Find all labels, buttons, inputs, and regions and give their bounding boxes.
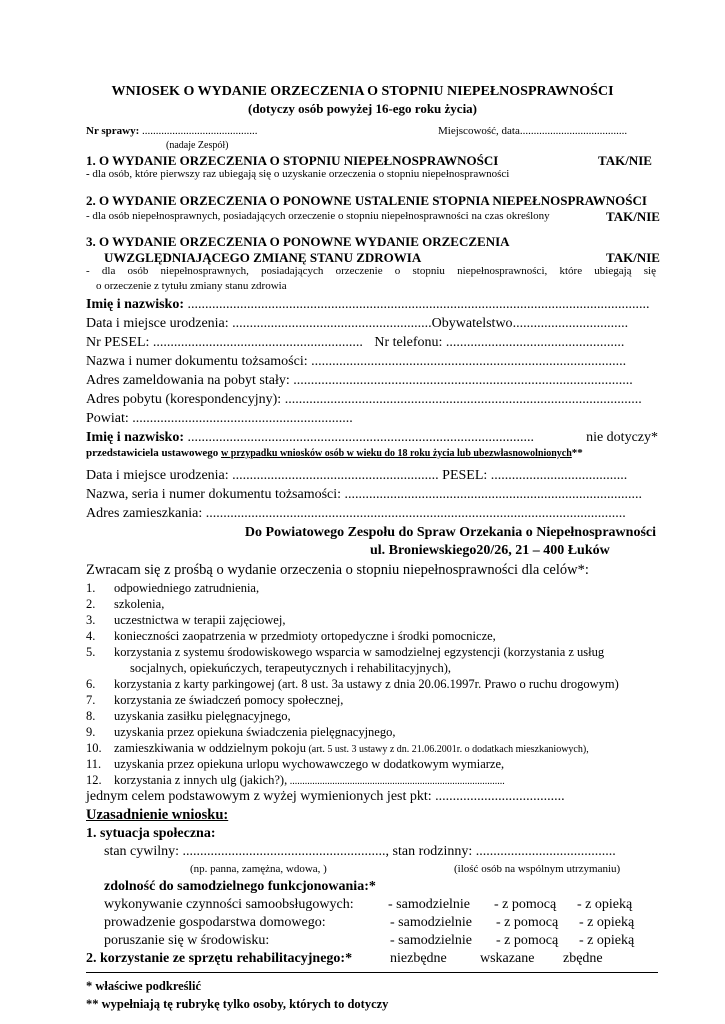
applicant-reg-address-label: Adres zameldowania na pobyt stały: [86, 373, 290, 388]
section-1-desc-text: dla osób, które pierwszy raz ubiegają się o uzyskanie orzeczenia o stopniu niepełnosprawności [89, 168, 510, 180]
purpose-item-8[interactable]: 8. uzyskania zasiłku pielęgnacyjnego, [86, 709, 291, 723]
representative-id-row [86, 488, 642, 502]
representative-stars: ** [571, 447, 583, 459]
applicant-id-row [86, 355, 626, 369]
request-intro: Zwracam się z prośbą o wydanie orzeczenia o stopniu niepełnosprawności dla celów*: [86, 562, 589, 578]
applicant-citizenship-field[interactable]: ................................. [512, 316, 629, 331]
applicant-birth-row [86, 317, 628, 331]
civil-status-field[interactable]: .........................................................., [179, 844, 390, 859]
applicant-pesel-label: Nr PESEL: [86, 335, 150, 350]
recipient-line2: ul. Broniewskiego20/26, 21 – 400 Łuków [370, 543, 610, 558]
section-3-desc-line1: - dla osób niepełnosprawnych, posiadających orzeczenie o stopniu niepełnosprawności, które ubiegają się [86, 265, 656, 277]
independence-title: zdolność do samodzielnego funkcjonowania:* [104, 879, 376, 894]
representative-name-field[interactable]: ................................................................................................... [184, 430, 534, 445]
household-option-independent[interactable]: - samodzielnie [390, 915, 473, 930]
purpose-item-1[interactable]: 1. odpowiedniego zatrudnienia, [86, 581, 260, 595]
case-number-label: Nr sprawy: [86, 125, 140, 137]
civil-status-hint: (np. panna, zamężna, wdowa, ) [190, 863, 327, 875]
civil-status-row [104, 845, 616, 859]
justification-title: Uzasadnienie wniosku: [86, 807, 229, 823]
applicant-citizenship-label: Obywatelstwo [431, 316, 513, 331]
recipient-line1: Do Powiatowego Zespołu do Spraw Orzekania o Niepełnosprawności [244, 525, 656, 540]
section-2-desc: - dla osób niepełnosprawnych, posiadających orzeczenie o stopniu niepełnosprawności na czas określony [86, 210, 550, 222]
equipment-option-unnecessary[interactable]: zbędne [563, 951, 603, 966]
section-1-dash: - [86, 168, 90, 180]
case-number-note: (nadaje Zespół) [166, 140, 229, 151]
applicant-reg-address-row [86, 374, 633, 388]
mobility-option-care[interactable]: - z opieką [579, 933, 635, 948]
case-number-field[interactable]: .......................................... [142, 125, 258, 137]
family-status-hint: (ilość osób na wspólnym utrzymaniu) [454, 863, 621, 875]
civil-status-label: stan cywilny: [104, 844, 180, 859]
applicant-phone-field[interactable]: ................................................... [442, 335, 625, 350]
footnote-divider [86, 972, 658, 973]
applicant-pesel-row [86, 336, 624, 350]
place-date [438, 126, 627, 137]
representative-birth-label: Data i miejsce urodzenia: [86, 468, 229, 483]
applicant-birth-label: Data i miejsce urodzenia: [86, 316, 229, 331]
selfcare-option-care[interactable]: - z opieką [577, 897, 633, 912]
applicant-stay-address-row [86, 393, 642, 407]
main-purpose-field[interactable]: ..................................... [431, 789, 565, 804]
applicant-stay-address-field[interactable]: ...................................................................................................... [281, 392, 642, 407]
case-number [86, 126, 258, 137]
representative-label: przedstawiciela ustawowego [86, 447, 219, 459]
independence-row-selfcare-label: wykonywanie czynności samoobsługowych: [104, 897, 354, 912]
mobility-option-help[interactable]: - z pomocą [496, 933, 559, 948]
applicant-phone-label: Nr telefonu: [374, 335, 443, 350]
representative-pesel-label: PESEL: [442, 468, 488, 483]
representative-condition: w przypadku wniosków osób w wieku do 18 roku życia lub ubezwłasnowolnionych [221, 448, 572, 459]
applicant-county-row [86, 412, 353, 426]
main-purpose-row [86, 790, 565, 804]
applicant-reg-address-field[interactable]: ................................................................................................. [289, 373, 633, 388]
applicant-name-row [86, 298, 650, 312]
representative-id-label: Nazwa, seria i numer dokumentu tożsamości: [86, 487, 342, 502]
representative-birth-field[interactable]: ........................................................... [228, 468, 439, 483]
section-3-taknie[interactable]: TAK/NIE [606, 250, 660, 265]
equipment-option-recommended[interactable]: wskazane [480, 951, 535, 966]
place-date-field[interactable]: ....................................... [519, 125, 628, 137]
footnote-1: * właściwe podkreślić [86, 979, 202, 993]
purpose-other-field[interactable]: ...................................................................................... [287, 776, 505, 787]
purpose-item-4[interactable]: 4. konieczności zaopatrzenia w przedmioty ortopedyczne i środki pomocnicze, [86, 629, 496, 643]
section-1-title: 1. O WYDANIE ORZECZENIA O STOPNIU NIEPEŁNOSPRAWNOŚCI [86, 153, 499, 168]
place-date-label: Miejscowość, data [438, 125, 520, 137]
independence-row-household-label: prowadzenie gospodarstwa domowego: [104, 915, 326, 930]
representative-not-applicable[interactable]: nie dotyczy* [586, 430, 658, 445]
representative-address-label: Adres zamieszkania: [86, 506, 203, 521]
purpose-item-5-cont: socjalnych, opiekuńczych, terapeutycznych i rehabilitacyjnych), [130, 661, 452, 675]
purpose-item-9[interactable]: 9. uzyskania przez opiekuna świadczenia pielęgnacyjnego, [86, 725, 396, 739]
section-2-title: 2. O WYDANIE ORZECZENIA O PONOWNE USTALENIE STOPNIA NIEPEŁNOSPRAWNOŚCI [86, 193, 647, 208]
independence-row-mobility-label: poruszanie się w środowisku: [104, 933, 270, 948]
section-1-desc [86, 169, 509, 180]
applicant-id-label: Nazwa i numer dokumentu tożsamości: [86, 354, 308, 369]
equipment-option-necessary[interactable]: niezbędne [390, 951, 447, 966]
form-subtitle: (dotyczy osób powyżej 16-ego roku życia) [247, 101, 478, 116]
purpose-item-10[interactable]: 10. zamieszkiwania w oddzielnym pokoju (art. 5 ust. 3 ustawy z dn. 21.06.2001r. o dodatkach mieszkaniowych), [86, 741, 589, 755]
applicant-county-label: Powiat: [86, 411, 129, 426]
representative-name-row [86, 431, 658, 445]
purpose-item-12[interactable]: 12. korzystania z innych ulg (jakich?), ...................................................................................... [86, 773, 505, 787]
representative-address-field[interactable]: ........................................................................................................................ [202, 506, 626, 521]
representative-note [86, 448, 583, 459]
family-status-label: stan rodzinny: [392, 844, 473, 859]
purpose-item-2[interactable]: 2. szkolenia, [86, 597, 165, 611]
footnote-2: ** wypełniają tę rubrykę tylko osoby, których to dotyczy [86, 997, 389, 1011]
household-option-care[interactable]: - z opieką [579, 915, 635, 930]
purpose-item-6[interactable]: 6. korzystania z karty parkingowej (art. 8 ust. 3a ustawy z dnia 20.06.1997r. Prawo o ruchu drogowym) [86, 677, 619, 691]
main-purpose-label: jednym celem podstawowym z wyżej wymienionych jest pkt: [86, 789, 432, 804]
section-1-taknie[interactable]: TAK/NIE [598, 153, 652, 168]
applicant-name-label: Imię i nazwisko: [86, 297, 184, 312]
purpose-item-11[interactable]: 11. uzyskania przez opiekuna urlopu wychowawczego w dodatkowym wymiarze, [86, 757, 505, 771]
representative-birth-row [86, 469, 627, 483]
applicant-stay-address-label: Adres pobytu (korespondencyjny): [86, 392, 282, 407]
applicant-id-field[interactable]: .......................................................................................... [307, 354, 627, 369]
purpose-item-3[interactable]: 3. uczestnictwa w terapii zajęciowej, [86, 613, 286, 627]
section-3-desc-line2: o orzeczenie z tytułu zmiany stanu zdrowia [96, 280, 287, 292]
section-3-title-line2: UWZGLĘDNIAJĄCEGO ZMIANĘ STANU ZDROWIA [104, 250, 422, 265]
selfcare-option-independent[interactable]: - samodzielnie [388, 897, 471, 912]
representative-name-label: Imię i nazwisko: [86, 430, 184, 445]
applicant-birth-field[interactable]: ......................................................... [228, 316, 432, 331]
section-3-title-line1: 3. O WYDANIE ORZECZENIA O PONOWNE WYDANIE ORZECZENIA [86, 234, 510, 249]
purpose-item-7[interactable]: 7. korzystania ze świadczeń pomocy społecznej, [86, 693, 344, 707]
section-2-taknie[interactable]: TAK/NIE [606, 209, 660, 224]
applicant-pesel-field[interactable]: ............................................................ [149, 335, 363, 350]
applicant-name-field[interactable]: .................................................................................................................................... [184, 297, 650, 312]
representative-id-field[interactable]: ..................................................................................... [341, 487, 643, 502]
form-title: WNIOSEK O WYDANIE ORZECZENIA O STOPNIU NIEPEŁNOSPRAWNOŚCI [111, 84, 614, 99]
representative-pesel-field[interactable]: ....................................... [487, 468, 628, 483]
representative-address-row [86, 507, 626, 521]
equipment-title: 2. korzystanie ze sprzętu rehabilitacyjnego:* [86, 951, 353, 966]
household-option-help[interactable]: - z pomocą [496, 915, 559, 930]
applicant-county-field[interactable]: ............................................................... [128, 411, 353, 426]
purpose-item-5[interactable]: 5. korzystania z systemu środowiskowego wsparcia w samodzielnej egzystencji (korzystania z usług [86, 645, 605, 659]
family-status-field[interactable]: ........................................ [472, 844, 616, 859]
social-situation-title: 1. sytuacja społeczna: [86, 826, 216, 841]
mobility-option-independent[interactable]: - samodzielnie [390, 933, 473, 948]
selfcare-option-help[interactable]: - z pomocą [494, 897, 557, 912]
